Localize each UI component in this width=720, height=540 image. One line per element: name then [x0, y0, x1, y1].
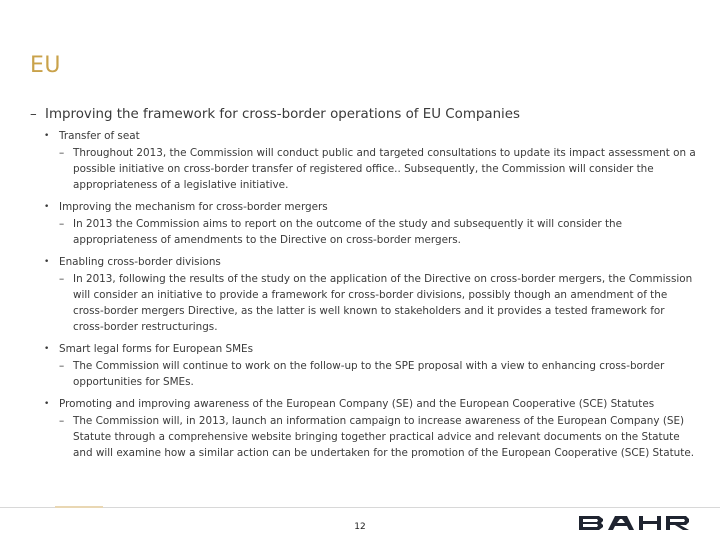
item-detail-text: In 2013 the Commission aims to report on the outcome of the study and subsequently it will consider the appropriateness of amendments to the Directive on cross-border mergers. [73, 218, 623, 246]
bullet-icon: • [44, 131, 50, 141]
bullet-icon: • [44, 344, 50, 354]
item-heading [44, 397, 700, 412]
item-detail-text: Throughout 2013, the Commission will conduct public and targeted consultations to update its impact assessment on a possible initiative on cross-border transfer of registered office.. Subsequently, the Commission will consider the appropriateness of a legislative initiative. [73, 147, 696, 191]
bahr-logo [577, 515, 691, 531]
bullet-icon: • [44, 257, 50, 267]
slide-title: EU [30, 53, 62, 78]
bullet-icon: • [44, 399, 50, 409]
list-item [44, 129, 700, 193]
slide-content [30, 106, 700, 468]
item-heading-text: Transfer of seat [59, 130, 140, 142]
item-detail-text: The Commission will, in 2013, launch an information campaign to increase awareness of the European Company (SE) Statute through a comprehensive website bringing together practical advice and relevant documents on the Statute and will examine how a similar action can be undertaken for the promotion of the European Cooperative (SCE) Statute. [73, 415, 695, 459]
item-heading [44, 200, 700, 215]
item-detail [59, 216, 700, 248]
item-detail [59, 413, 700, 461]
page-number: 12 [354, 522, 366, 532]
list-item [44, 342, 700, 390]
item-detail-text: The Commission will continue to work on the follow-up to the SPE proposal with a view to enhancing cross-border opportunities for SMEs. [73, 360, 665, 388]
item-heading [44, 129, 700, 144]
item-detail [59, 145, 700, 193]
item-detail [59, 358, 700, 390]
bullet-list [44, 129, 700, 461]
item-heading-text: Promoting and improving awareness of the European Company (SE) and the European Cooperative (SCE) Statutes [59, 398, 655, 410]
item-heading-text: Smart legal forms for European SMEs [59, 343, 254, 355]
dash-icon: – [59, 360, 65, 372]
item-detail [59, 271, 700, 335]
dash-icon: – [59, 218, 65, 230]
bullet-icon: • [44, 202, 50, 212]
main-point-text: Improving the framework for cross-border operations of EU Companies [45, 107, 520, 122]
footer-accent [55, 506, 103, 508]
main-point-dash: – [30, 107, 37, 122]
dash-icon: – [59, 415, 65, 427]
dash-icon: – [59, 273, 65, 285]
list-item [44, 397, 700, 461]
item-heading [44, 255, 700, 270]
main-point [30, 106, 700, 124]
list-item [44, 255, 700, 335]
item-heading [44, 342, 700, 357]
footer-divider [0, 507, 720, 508]
item-heading-text: Improving the mechanism for cross-border mergers [59, 201, 328, 213]
dash-icon: – [59, 147, 65, 159]
item-detail-text: In 2013, following the results of the study on the application of the Directive on cross-border mergers, the Commission will consider an initiative to provide a framework for cross-border divisions, possibly though an amendment of the cross-border mergers Directive, as the latter is well known to stakeholders and it provides a tested framework for cross-border restructurings. [73, 273, 693, 333]
list-item [44, 200, 700, 248]
item-heading-text: Enabling cross-border divisions [59, 256, 221, 268]
